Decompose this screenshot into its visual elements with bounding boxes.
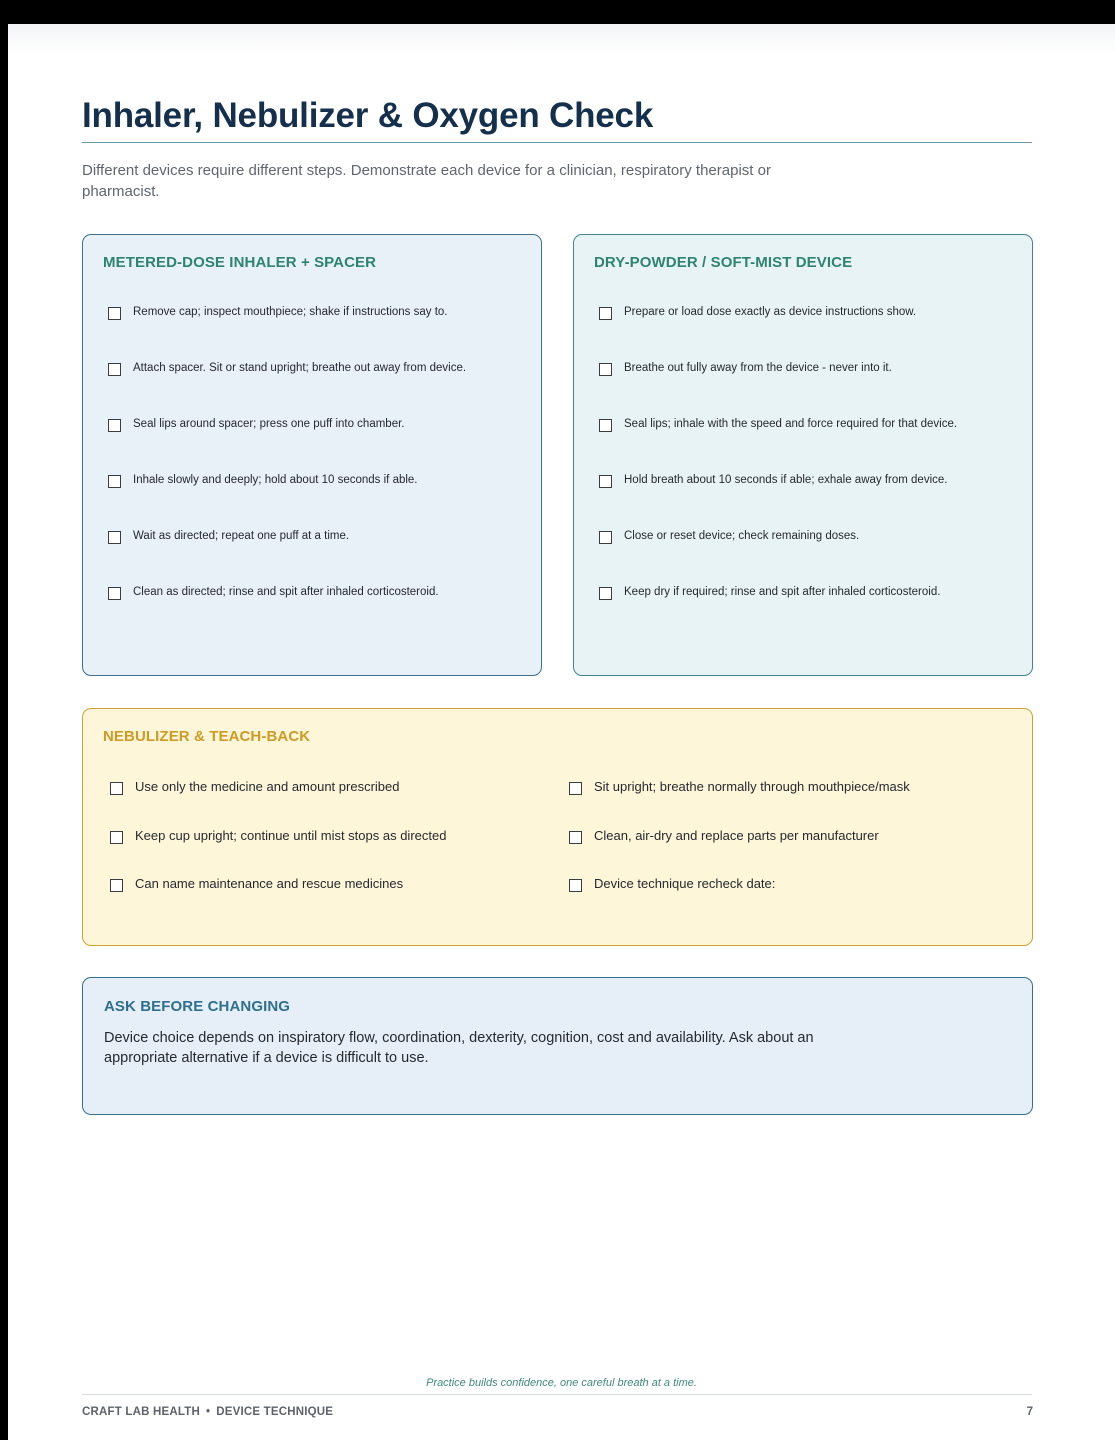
metered-dose-checklist bbox=[108, 305, 508, 641]
checklist-item bbox=[108, 305, 508, 361]
checkbox[interactable] bbox=[108, 419, 121, 432]
metered-dose-inhaler-heading: METERED-DOSE INHALER + SPACER bbox=[103, 254, 377, 271]
checkbox[interactable] bbox=[599, 363, 612, 376]
dry-powder-checklist bbox=[599, 305, 999, 641]
checkbox[interactable] bbox=[108, 531, 121, 544]
checklist-item bbox=[108, 585, 508, 641]
checklist-item-label: Breathe out fully away from the device - never into it. bbox=[624, 362, 892, 374]
checkbox[interactable] bbox=[569, 831, 582, 844]
checklist-item-label: Keep dry if required; rinse and spit after inhaled corticosteroid. bbox=[624, 586, 941, 598]
checklist-item-label: Hold breath about 10 seconds if able; exhale away from device. bbox=[624, 474, 948, 486]
footer-separator: • bbox=[205, 1406, 211, 1418]
checklist-item bbox=[599, 361, 999, 417]
title-divider bbox=[82, 142, 1032, 143]
checklist-item bbox=[599, 585, 999, 641]
footer-brand: CRAFT LAB HEALTH bbox=[82, 1406, 200, 1418]
checklist-item bbox=[108, 417, 508, 473]
checklist-item-label: Use only the medicine and amount prescribed bbox=[135, 779, 400, 794]
checkbox[interactable] bbox=[108, 587, 121, 600]
checkbox[interactable] bbox=[599, 307, 612, 320]
ask-before-changing-card bbox=[82, 977, 1033, 1115]
checkbox[interactable] bbox=[599, 419, 612, 432]
nebulizer-heading: NEBULIZER & TEACH-BACK bbox=[103, 728, 311, 745]
page-title: Inhaler, Nebulizer & Oxygen Check bbox=[82, 96, 654, 135]
checklist-item-label: Wait as directed; repeat one puff at a time. bbox=[133, 530, 350, 542]
checkbox[interactable] bbox=[569, 879, 582, 892]
checklist-item bbox=[599, 305, 999, 361]
checkbox[interactable] bbox=[108, 475, 121, 488]
ask-before-changing-heading: ASK BEFORE CHANGING bbox=[104, 998, 291, 1015]
checklist-item bbox=[599, 473, 999, 529]
checklist-item-label: Sit upright; breathe normally through mouthpiece/mask bbox=[594, 779, 910, 794]
footer-section: DEVICE TECHNIQUE bbox=[216, 1406, 334, 1418]
checklist-item-label: Prepare or load dose exactly as device instructions show. bbox=[624, 306, 917, 318]
checklist-item-label: Clean, air-dry and replace parts per manufacturer bbox=[594, 827, 879, 843]
dry-powder-device-heading: DRY-POWDER / SOFT-MIST DEVICE bbox=[594, 254, 853, 271]
checklist-item bbox=[110, 876, 569, 925]
checkbox[interactable] bbox=[569, 782, 582, 795]
checklist-item-label: Clean as directed; rinse and spit after inhaled corticosteroid. bbox=[133, 586, 439, 598]
nebulizer-teach-back-card bbox=[82, 708, 1033, 946]
page-number: 7 bbox=[1026, 1406, 1033, 1418]
checkbox[interactable] bbox=[110, 879, 123, 892]
checklist-item-label: Device technique recheck date: bbox=[594, 876, 776, 891]
dry-powder-device-card bbox=[573, 234, 1033, 676]
checkbox[interactable] bbox=[108, 307, 121, 320]
checklist-item bbox=[569, 876, 999, 925]
checkbox[interactable] bbox=[599, 587, 612, 600]
checklist-item bbox=[108, 473, 508, 529]
checklist-item-label: Close or reset device; check remaining doses. bbox=[624, 530, 860, 542]
checkbox[interactable] bbox=[108, 363, 121, 376]
checklist-item bbox=[108, 529, 508, 585]
metered-dose-inhaler-card bbox=[82, 234, 542, 676]
intro-text: Different devices require different steps. Demonstrate each device for a clinician, respiratory therapist or pharmacist. bbox=[82, 162, 771, 200]
checklist-item-label: Inhale slowly and deeply; hold about 10 seconds if able. bbox=[133, 474, 418, 486]
checklist-item-label: Can name maintenance and rescue medicines bbox=[135, 876, 404, 891]
checkbox[interactable] bbox=[599, 475, 612, 488]
ask-before-changing-text: Device choice depends on inspiratory flow, coordination, dexterity, cognition, cost and availability. Ask about an appropriate alternative if a device is difficult to use. bbox=[104, 1030, 814, 1066]
checklist-item-label: Attach spacer. Sit or stand upright; breathe out away from device. bbox=[133, 362, 467, 374]
checkbox[interactable] bbox=[110, 782, 123, 795]
checkbox[interactable] bbox=[599, 531, 612, 544]
checklist-item bbox=[110, 779, 569, 828]
checklist-item bbox=[110, 828, 569, 877]
checklist-item bbox=[599, 417, 999, 473]
checklist-item-label: Keep cup upright; continue until mist stops as directed bbox=[135, 827, 447, 843]
checklist-item-label: Seal lips around spacer; press one puff into chamber. bbox=[133, 418, 405, 430]
checklist-item-label: Seal lips; inhale with the speed and force required for that device. bbox=[624, 418, 958, 430]
footer-quote: Practice builds confidence, one careful breath at a time. bbox=[426, 1377, 697, 1389]
checklist-item bbox=[108, 361, 508, 417]
footer-label bbox=[82, 1406, 333, 1418]
checklist-item bbox=[599, 529, 999, 585]
checkbox[interactable] bbox=[110, 831, 123, 844]
checklist-item bbox=[569, 828, 999, 877]
document-page bbox=[8, 24, 1115, 1440]
checklist-item-label: Remove cap; inspect mouthpiece; shake if instructions say to. bbox=[133, 306, 448, 318]
nebulizer-checklist bbox=[110, 779, 1010, 925]
footer-divider bbox=[82, 1394, 1032, 1395]
checklist-item bbox=[569, 779, 999, 828]
